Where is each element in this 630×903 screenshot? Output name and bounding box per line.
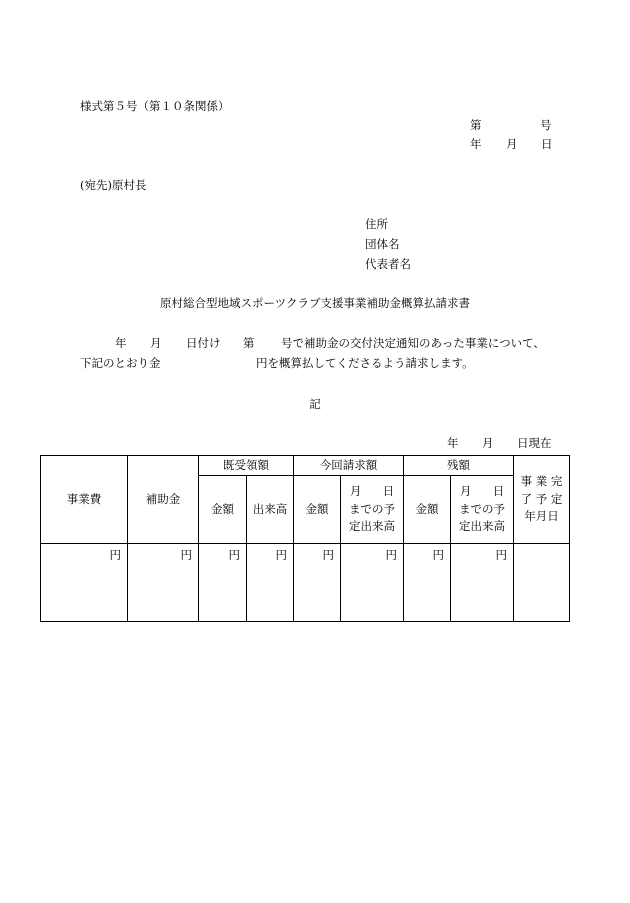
cell-subsidy: 円 <box>128 544 199 622</box>
document-date-day: 日 <box>541 137 553 151</box>
as-of-month: 月 <box>482 436 494 450</box>
form-number-label: 様式第５号（第１０条関係） <box>80 99 230 113</box>
completion-line-3: 年月日 <box>524 509 559 524</box>
cell-project-cost: 円 <box>41 544 128 622</box>
cell-completion-date <box>514 544 570 622</box>
month-label: 月 <box>459 483 477 498</box>
planned-progress-label: 定出来高 <box>459 519 505 534</box>
month-label: 月 <box>349 483 367 498</box>
cell-current-progress: 円 <box>341 544 404 622</box>
applicant-organization-label: 団体名 <box>365 237 400 251</box>
document-number-prefix: 第 <box>470 118 482 132</box>
body-number-prefix: 第 <box>243 336 255 350</box>
header-subsidy: 補助金 <box>128 456 199 544</box>
document-date-month: 月 <box>506 137 518 151</box>
applicant-address-label: 住所 <box>365 217 388 231</box>
day-label: 日 <box>382 483 395 498</box>
header-received: 既受領額 <box>199 456 294 476</box>
as-of-day: 日現在 <box>517 436 552 450</box>
document-number-suffix: 号 <box>540 118 552 132</box>
header-completion-date <box>514 456 570 544</box>
applicant-representative-label: 代表者名 <box>365 257 411 271</box>
header-received-amount: 金額 <box>199 476 247 544</box>
subsidy-request-table <box>40 455 570 622</box>
body-line-2-rest: 円を概算払してくださるよう請求します。 <box>256 356 474 370</box>
planned-progress-label: 定出来高 <box>349 519 395 534</box>
as-of-year: 年 <box>447 436 459 450</box>
header-current-progress <box>341 476 404 544</box>
body-line-1-rest: 号で補助金の交付決定通知のあった事業について、 <box>281 336 545 350</box>
day-label: 日 <box>492 483 505 498</box>
cell-current-amount: 円 <box>294 544 341 622</box>
header-current-amount: 金額 <box>294 476 341 544</box>
addressee: (宛先)原村長 <box>80 178 147 192</box>
document-title: 原村総合型地域スポーツクラブ支援事業補助金概算払請求書 <box>160 296 470 310</box>
completion-line-2: 了 予 定 <box>520 491 563 506</box>
document-date-year: 年 <box>470 137 482 151</box>
header-balance-progress <box>451 476 514 544</box>
header-received-progress: 出来高 <box>247 476 294 544</box>
cell-balance-progress: 円 <box>451 544 514 622</box>
cell-received-amount: 円 <box>199 544 247 622</box>
header-balance-amount: 金額 <box>404 476 451 544</box>
until-label: までの予 <box>349 501 395 516</box>
body-month: 月 <box>150 336 162 350</box>
body-amount-lead: 下記のとおり金 <box>80 356 161 370</box>
header-project-cost: 事業費 <box>41 456 128 544</box>
header-current-request: 今回請求額 <box>294 456 404 476</box>
body-dated: 日付け <box>186 336 221 350</box>
cell-balance-amount: 円 <box>404 544 451 622</box>
until-label: までの予 <box>459 501 505 516</box>
cell-received-progress: 円 <box>247 544 294 622</box>
record-heading: 記 <box>309 397 321 411</box>
header-balance: 残額 <box>404 456 514 476</box>
body-year: 年 <box>115 336 127 350</box>
completion-line-1: 事 業 完 <box>520 473 563 488</box>
